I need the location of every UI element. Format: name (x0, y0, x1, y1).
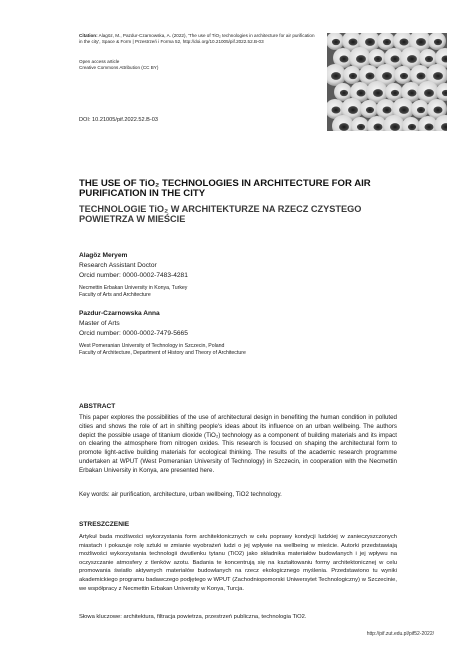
author-2 (79, 310, 399, 357)
doi[interactable]: DOI: 10.21005/pif.2022.52.B-03 (79, 117, 158, 123)
abstract-heading: ABSTRACT (79, 403, 116, 410)
citation-block (79, 33, 317, 45)
citation-text: Alagöz, M., Pazdur-Czarnowska, A. (2022), 'The use of TiO₂ technologies in architecture for air purification in the city', Space & Form | Przestrzeń i Forma 52, (79, 33, 315, 44)
citation-label: Citation: (79, 33, 98, 38)
tube-pattern-image (327, 33, 447, 131)
author-name: Pazdur-Czarnowska Anna (79, 310, 160, 317)
streszczenie-heading: STRESZCZENIE (79, 521, 130, 528)
open-access-label: Open access article (79, 59, 120, 64)
title-polish: TECHNOLOGIE TiO₂ W ARCHITEKTURZE NA RZECZ CZYSTEGO POWIETRZA W MIEŚCIE (79, 204, 362, 225)
abstract-keywords: Key words: air purification, architecture, urban wellbeing, TiO2 technology. (79, 491, 282, 498)
footer-url[interactable]: http://pif.zut.edu.pl/pif52-2022/ (366, 631, 434, 637)
citation-link[interactable]: http://doi.org/10.21005/pif.2022.52.B-03 (182, 39, 264, 44)
access-info (79, 59, 279, 71)
author-university: West Pomeranian University of Technology in Szczecin, Poland (79, 342, 225, 349)
author-faculty: Faculty of Arts and Architecture (79, 291, 151, 298)
author-1 (79, 252, 399, 299)
title-english: THE USE OF TiO₂ TECHNOLOGIES IN ARCHITECTURE FOR AIR PURIFICATION IN THE CITY (79, 178, 371, 200)
author-name: Alagöz Meryem (79, 252, 128, 259)
author-affiliation (79, 285, 399, 299)
author-role: Master of Arts (79, 319, 120, 327)
author-orcid: Orcid number: 0000-0002-7479-5665 (79, 329, 188, 337)
abstract-body: This paper explores the possibilities of the use of architectural design in benefiting the human condition in polluted cities and shows the role of art in shifting people's ideas about its influence on an urban wellbeing. The authors depict the possible usage of titanium dioxide (TiO₂) technology as a component of building materials and its impact on clearing the atmosphere from nitrogen oxides. This research is focused on shaping the architectural form to promote light-active building materials for ecological thinking. The results of the academic research programme undertaken at WPUT (West Pomeranian University of Technology) in Szczecin, in cooperation with the Necmettin Erbakan University in Konya, are presented here. (79, 414, 397, 474)
author-orcid: Orcid number: 0000-0002-7483-4281 (79, 271, 188, 279)
author-faculty: Faculty of Architecture, Department of History and Theory of Architecture (79, 349, 246, 356)
author-university: Necmettin Erbakan University in Konya, Turkey (79, 284, 188, 291)
cover-artwork (327, 33, 447, 131)
author-role: Research Assistant Doctor (79, 261, 157, 269)
license-label: Creative Commons Attribution (CC BY) (79, 65, 159, 70)
streszczenie-body: Artykuł bada możliwości wykorzystania form architektonicznych w celu poprawy kondycji ludzkiej w zanieczyszczonych miastach i pokazuje rolę sztuki w zmianie wyobrażeń ludzi o jej wpływie na wellbeing w mieście. Autorki przedstawiają możliwości wykorzystania technologii dwutlenku tytanu (TiO2) jako składnika materiałów budowlanych i jej wpływu na oczyszczanie atmosfery z tlenków azotu. Badania te koncentrują się na kształtowaniu formy architektonicznej w celu promowania światło aktywnych materiałów budowlanych na rzecz ekologicznego myślenia. Przedstawiono tu wyniki akademickiego programu badawczego podjętego w WPUT (Zachodniopomorski Uniwersytet Technologiczny) w Szczecinie, we współpracy z Necmettin Erbakan University w Konya, Turcja. (79, 534, 397, 592)
author-affiliation (79, 343, 399, 357)
streszczenie-keywords: Słowa kluczowe: architektura, filtracja powietrza, przestrzeń publiczna, technologia TiO2. (79, 614, 307, 620)
